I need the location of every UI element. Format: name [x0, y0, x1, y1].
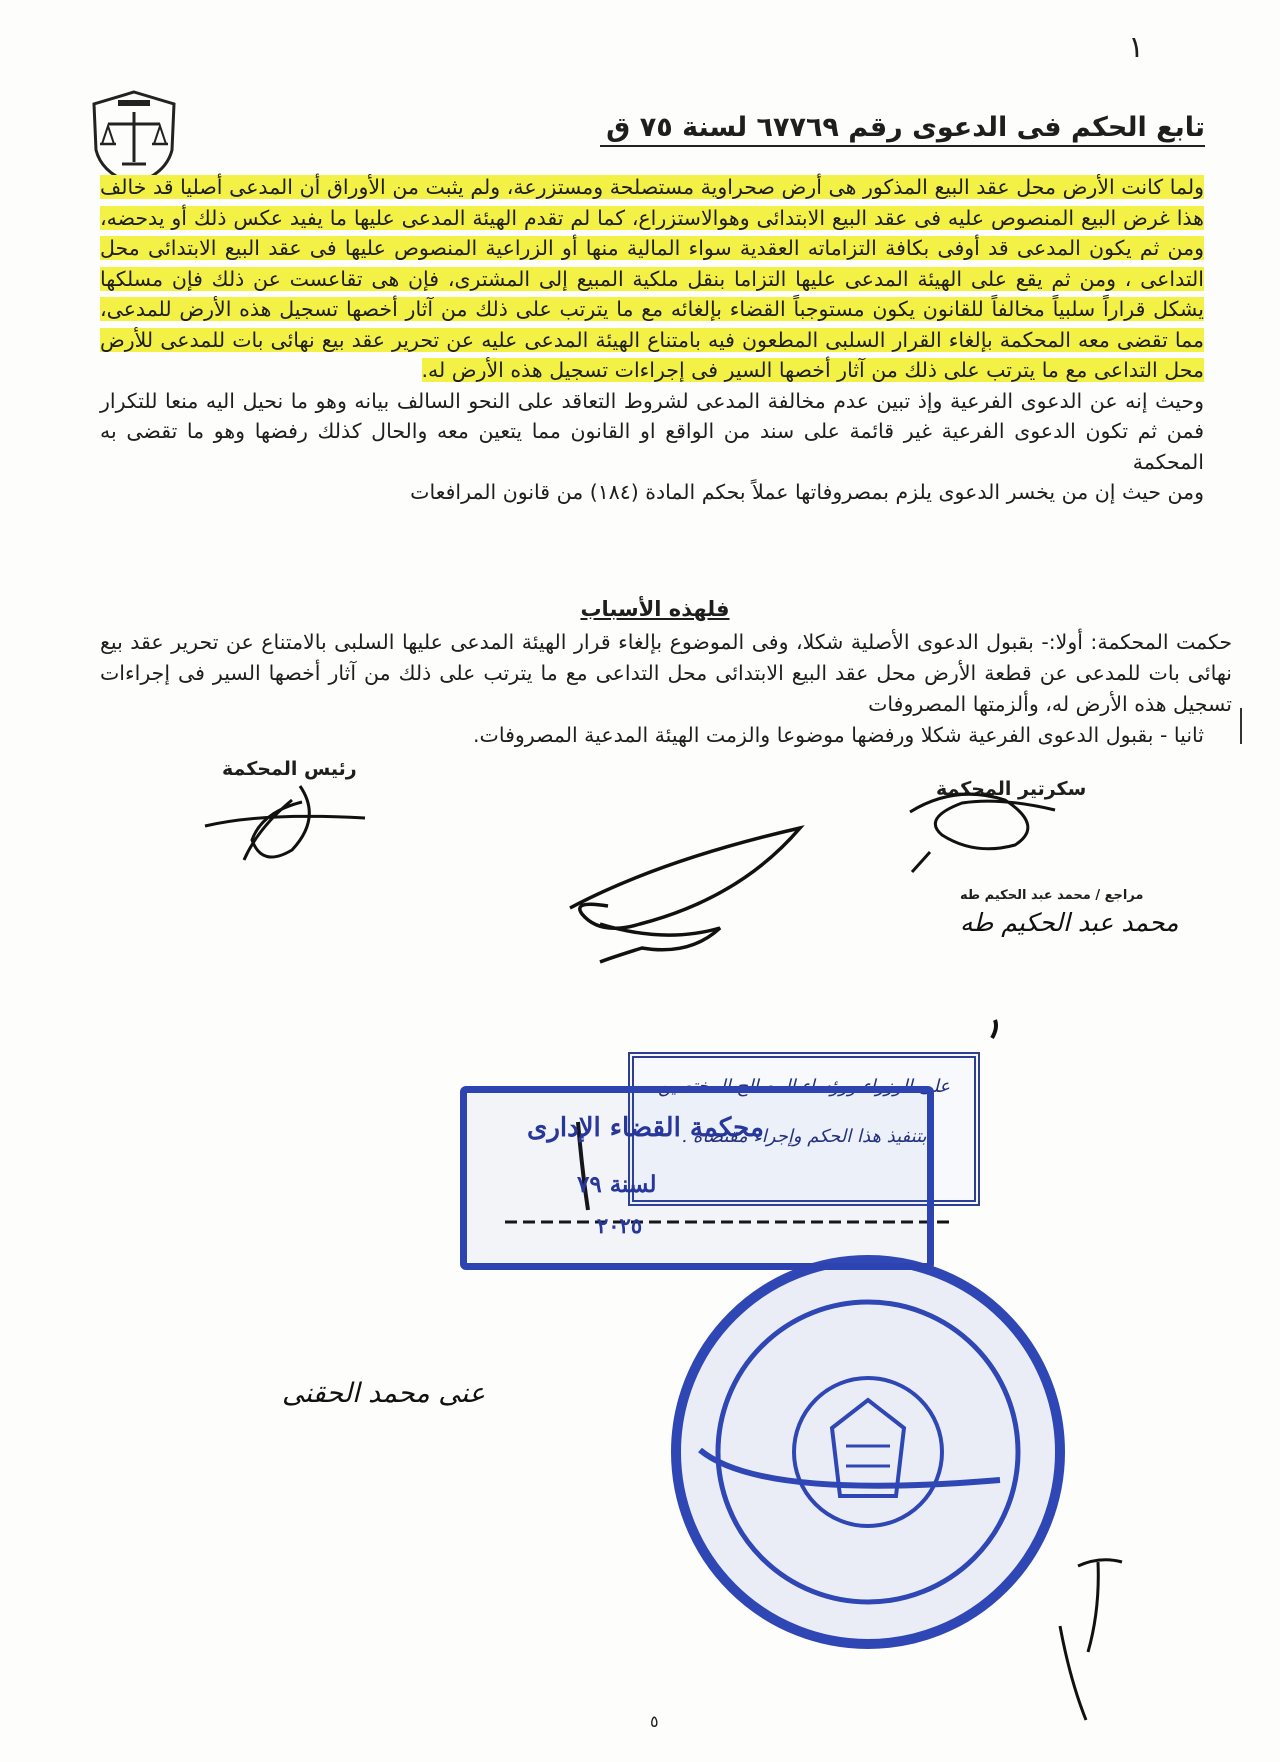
secretary-signature — [910, 794, 1055, 872]
secretary-label: سكرتير المحكمة — [936, 778, 1087, 800]
judge-signature — [570, 828, 800, 962]
page-number: ١ — [1128, 30, 1145, 65]
seal-date: ٢٠٢٥ — [597, 1213, 643, 1238]
round-seal — [676, 1260, 1060, 1644]
verdict-second: ثانيا - بقبول الدعوى الفرعية شكلا ورفضها موضوعا والزمت الهيئة المدعية المصروفات. — [473, 723, 1204, 747]
president-label: رئيس المحكمة — [222, 758, 357, 780]
seal-court-name: محكمة القضاء الإدارى — [527, 1113, 764, 1143]
left-handwritten-note: عنى محمد الحقنى — [282, 1378, 486, 1409]
footer-mark: ٥ — [650, 1712, 659, 1731]
verdict-first: حكمت المحكمة: أولا:- بقبول الدعوى الأصلية شكلا، وفى الموضوع بإلغاء قرار الهيئة المدعى عليها السلبى بالامتناع عن تحرير عقد بيع نهائى بات للمدعى عن قطعة الأرض محل عقد البيع الابتدائى محل التداعى مع ما يترتب على ذلك من آثار أخصها السير فى إجراءات تسجيل هذه الأرض له، وألزمتها المصروفات — [100, 630, 1232, 716]
paragraph-costs: ومن حيث إن من يخسر الدعوى يلزم بمصروفاتها عملاً بحكم المادة (١٨٤) من قانون المرافعات — [410, 480, 1204, 504]
president-signature — [205, 786, 365, 860]
execution-stamp-line1: على الوزراء ورؤساء المصالح المختصين — [657, 1076, 951, 1097]
highlighted-reasoning-text: ولما كانت الأرض محل عقد البيع المذكور هى أرض صحراوية مستصلحة ومستزرعة، ولم يثبت من الأوراق أن المدعى أصليا قد خالف هذا غرض البيع المنصوص عليه فى عقد البيع الابتدائى وهوالاستزراع، كما لم تقدم الهيئة المدعى عليها ما يفيد عكس ذلك أو يدحضه، ومن ثم يكون المدعى قد أوفى بكافة التزاماته العقدية سواء المالية منها أو الزراعية المنصوص عليها فى عقد البيع الابتدائى محل التداعى ، ومن ثم يقع على الهيئة المدعى عليها التزاما بنقل ملكية المبيع إلى المشترى، فإن هى تقاعست عن ذلك فإن مسلكها يشكل قراراً سلبياً مخالفاً للقانون يكون مستوجباً القضاء بإلغائه مع ما يترتب على ذلك من آثار أخصها تسجيل هذه الأرض للمدعى، مما تقضى معه المحكمة بإلغاء القرار السلبى المطعون فيه بامتناع الهيئة المدعى عليه عن تحرير عقد بيع نهائى بات للمدعى للأرض محل التداعى مع ما يترتب على ذلك من آثار أخصها السير فى إجراءات تسجيل هذه الأرض له. — [100, 175, 1204, 382]
reviewer-handwritten-name: محمد عبد الحكيم طه — [960, 908, 1179, 937]
reasons-heading: فلهذه الأسباب — [580, 597, 730, 621]
reviewer-label: مراجع / محمد عبد الحكيم طه — [960, 888, 1144, 903]
execution-stamp-line2: بتنفيذ هذا الحكم وإجراء مقتضاه . — [681, 1126, 927, 1147]
court-seal-frame — [460, 1086, 934, 1270]
document-heading: تابع الحكم فى الدعوى رقم ٦٧٧٦٩ لسنة ٧٥ ق — [600, 112, 1205, 147]
paragraph-counterclaim: وحيث إنه عن الدعوى الفرعية وإذ تبين عدم مخالفة المدعى لشروط التعاقد على النحو السالف بيانه وهو ما نحيل اليه منعا للتكرار فمن ثم تكون الدعوى الفرعية غير قائمة على سند من الواقع او القانون مما يتعين معه والحال كذلك رفضها وهو ما تقضى به المحكمة — [100, 388, 1204, 474]
seal-year-line: لسنة ٧٩ — [577, 1171, 657, 1198]
